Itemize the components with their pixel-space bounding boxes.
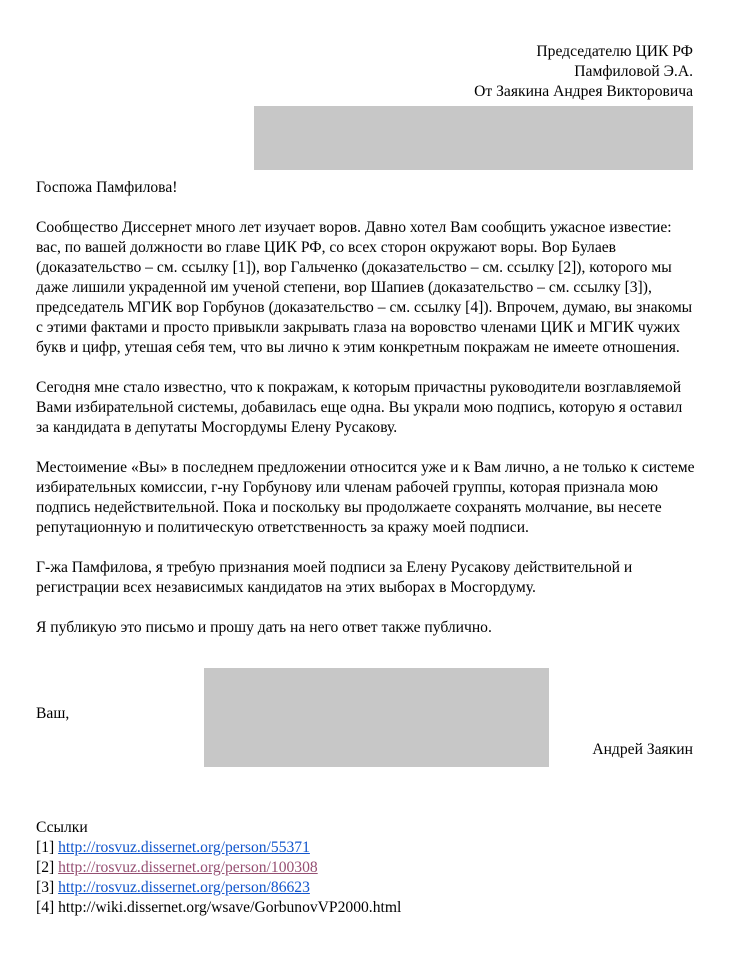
reference-item-3 [36, 878, 401, 898]
references-heading: Ссылки [36, 819, 88, 836]
closing: Ваш, [36, 705, 70, 722]
reference-link-4: http://wiki.dissernet.org/wsave/GorbunovVP2000.html [58, 899, 402, 916]
sender-line: От Заякина Андрея Викторовича [474, 83, 693, 100]
reference-number: [3] [36, 879, 55, 896]
addressee-block [474, 42, 693, 102]
redacted-signature [204, 668, 549, 767]
addressee-line-1: Председателю ЦИК РФ [536, 43, 693, 60]
signer-name: Андрей Заякин [592, 741, 693, 758]
salutation: Госпожа Памфилова! [36, 179, 178, 196]
reference-item-1 [36, 838, 401, 858]
addressee-line-2: Памфиловой Э.А. [574, 63, 693, 80]
reference-link-2[interactable]: http://rosvuz.dissernet.org/person/100308 [58, 859, 318, 876]
reference-link-3[interactable]: http://rosvuz.dissernet.org/person/86623 [58, 879, 310, 896]
letter-body [36, 178, 696, 658]
reference-item-2 [36, 858, 401, 878]
reference-item-4 [36, 898, 401, 918]
reference-number: [2] [36, 859, 55, 876]
references [36, 818, 401, 918]
paragraph-5: Я публикую это письмо и прошу дать на него ответ также публично. [36, 619, 492, 636]
redacted-block-top [254, 106, 693, 170]
reference-number: [4] [36, 899, 55, 916]
paragraph-4: Г-жа Памфилова, я требую признания моей подписи за Елену Русакову действительной и регистрации всех независимых кандидатов на этих выборах в Мосгордуму. [36, 559, 633, 596]
paragraph-3: Местоимение «Вы» в последнем предложении относится уже и к Вам лично, а не только к системе избирательных комиссии, г-ну Горбунову или членам рабочей группы, которая признала мою подпись недействительной. Пока и поскольку вы продолжаете сохранять молчание, вы несете репутационную и политическую ответственность за кражу моей подписи. [36, 459, 695, 536]
paragraph-1: Сообщество Диссернет много лет изучает воров. Давно хотел Вам сообщить ужасное известие: вас, по вашей должности во главе ЦИК РФ, со всех сторон окружают воры. Вор Булаев (доказательство – см. ссылку [1]), вор Гальченко (доказательство – см. ссылку [2]), которого мы даже лишили украденной им ученой степени, вор Шапиев (доказательство – см. ссылку [3]), председатель МГИК вор Горбунов (доказательство – см. ссылку [4]). Впрочем, думаю, вы знакомы с этими фактами и просто привыкли закрывать глаза на воровство членами ЦИК и МГИК чужих букв и цифр, утешая себя тем, что вы лично к этим конкретным покражам не имеете отношения. [36, 219, 693, 356]
reference-link-1[interactable]: http://rosvuz.dissernet.org/person/55371 [58, 839, 310, 856]
paragraph-2: Сегодня мне стало известно, что к покражам, к которым причастны руководители возглавляемой Вами избирательной системы, добавилась еще одна. Вы украли мою подпись, которую я оставил за кандидата в депутаты Мосгордумы Елену Русакову. [36, 379, 683, 436]
reference-number: [1] [36, 839, 55, 856]
